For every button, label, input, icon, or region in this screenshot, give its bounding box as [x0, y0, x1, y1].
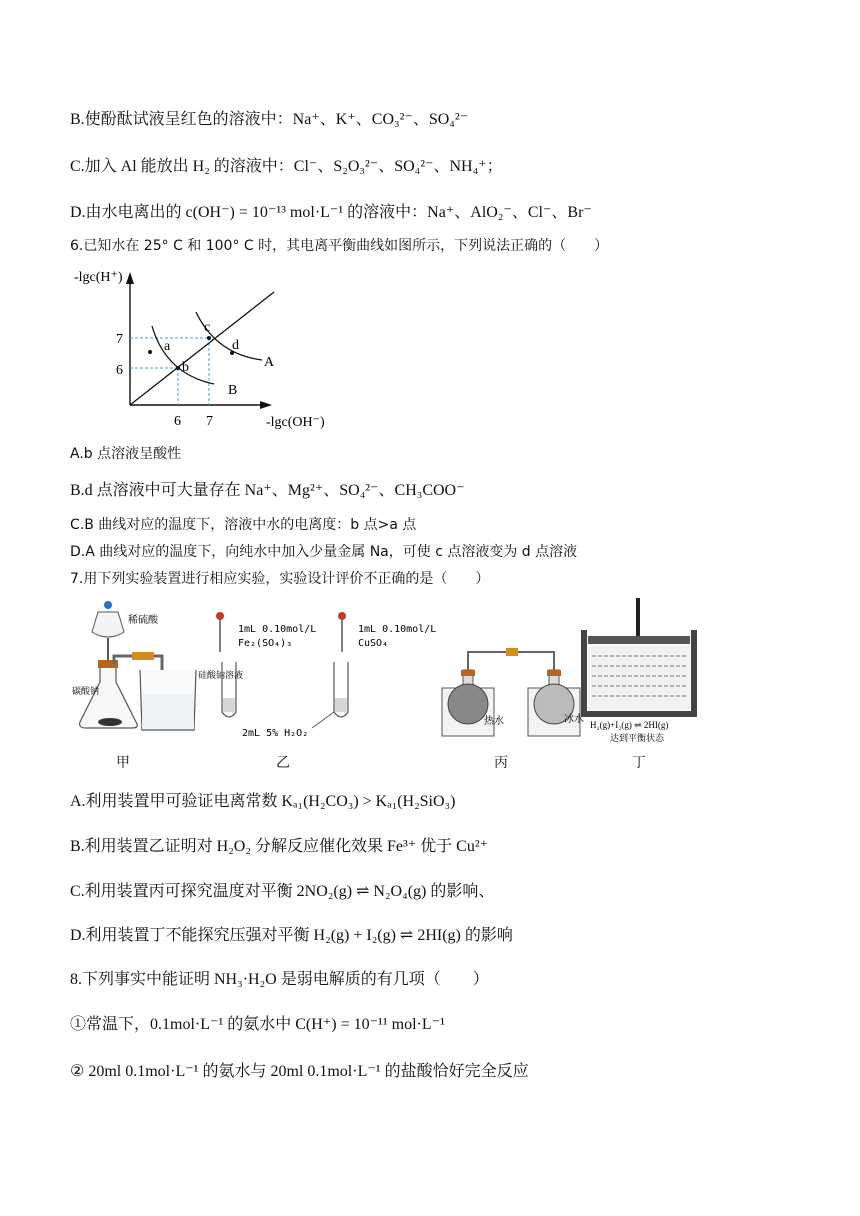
hot-water-label: 热水 [484, 716, 504, 727]
apparatus-jia [70, 598, 244, 748]
tube-label-pointer [312, 712, 334, 728]
apparatus-ding [582, 596, 712, 746]
q7-option-b: B.利用装置乙证明对 H₂O₂ 分解反应催化效果 Fe³⁺ 优于 Cu²⁺ [70, 838, 489, 855]
y-axis-arrow [126, 272, 134, 284]
q7-option-c: C.利用装置丙可探究温度对平衡 2NO₂(g) ⇌ N₂O₄(g) 的影响、 [70, 883, 495, 900]
x-axis-label: -lgc(OH⁻) [266, 415, 325, 430]
apparatus-bing [436, 626, 586, 746]
q7-option-a: A.利用装置甲可验证电离常数 Kₐ₁(H₂CO₃) > Kₐ₁(H₂SiO₃) [70, 793, 456, 810]
tube-clamp [506, 648, 518, 656]
beaker-liquid [142, 694, 194, 729]
left-flask [448, 684, 488, 724]
label-flask-solid: 碳酸钠 [72, 687, 100, 697]
left-dropper-label-2: Fe₂(SO₄)₃ [238, 638, 293, 649]
q6-option-d: D.A 曲线对应的温度下，向纯水中加入少量金属 Na，可使 c 点溶液变为 d 点溶液 [70, 544, 578, 560]
caption-ding: 丁 [632, 755, 646, 771]
q5-option-d: D.由水电离出的 c(OH⁻) = 10⁻¹³ mol·L⁻¹ 的溶液中：Na⁺、AlO₂⁻、Cl⁻、Br⁻ [70, 204, 592, 221]
point-c-dot [207, 336, 211, 340]
caption-jia: 甲 [116, 755, 130, 771]
left-dropper-label-1: 1mL 0.10mol/L [238, 624, 317, 635]
q7-option-d: D.利用装置丁不能探究压强对平衡 H₂(g) + I₂(g) ⇌ 2HI(g) 的影响 [70, 927, 513, 944]
flask-solid [98, 718, 122, 726]
q6-option-a: A.b 点溶液呈酸性 [70, 446, 182, 462]
right-tube-liquid [335, 698, 347, 712]
right-dropper-bulb [338, 612, 346, 620]
ice-water-label: 冰水 [564, 714, 584, 725]
ding-equation: H₂(g)+I₂(g) ⇌ 2HI(g) [590, 720, 669, 730]
q7-stem: 7.用下列实验装置进行相应实验，实验设计评价不正确的是（ ） [70, 571, 490, 587]
ding-state: 达到平衡状态 [610, 734, 665, 744]
q8-item-1: ①常温下，0.1mol·L⁻¹ 的氨水中 C(H⁺) = 10⁻¹¹ mol·L⁻¹ [70, 1016, 445, 1033]
point-a-label: a [164, 339, 171, 354]
right-flask-stopper [547, 670, 561, 676]
point-b-label: b [182, 360, 189, 375]
x-axis-arrow [260, 401, 272, 409]
q8-stem: 8.下列事实中能证明 NH₃·H₂O 是弱电解质的有几项（ ） [70, 971, 489, 988]
x-tick-7: 7 [206, 414, 213, 429]
q6-option-c: C.B 曲线对应的温度下，溶液中水的电离度：b 点>a 点 [70, 517, 417, 533]
y-tick-6: 6 [116, 363, 123, 378]
y-axis-label: -lgc(H⁺) [74, 270, 123, 285]
gas-mixture [588, 646, 690, 710]
neutral-line [130, 292, 274, 405]
q8-item-2: ② 20ml 0.1mol·L⁻¹ 的氨水与 20ml 0.1mol·L⁻¹ 的盐酸恰好完全反应 [70, 1063, 529, 1080]
funnel-body [92, 612, 124, 637]
apparatus-yi [212, 608, 437, 758]
right-dropper-label-2: CuSO₄ [358, 638, 389, 649]
left-flask-stopper [461, 670, 475, 676]
point-c-label: c [204, 320, 211, 335]
curve-b-label: B [228, 383, 238, 398]
label-dilute-acid: 稀硫酸 [128, 615, 158, 626]
point-b-dot [176, 366, 180, 370]
right-dropper-label-1: 1mL 0.10mol/L [358, 624, 437, 635]
curve-a-label: A [264, 355, 275, 370]
q6-option-b: B.d 点溶液中可大量存在 Na⁺、Mg²⁺、SO₄²⁻、CH₃COO⁻ [70, 482, 465, 499]
x-tick-6: 6 [174, 414, 181, 429]
left-dropper-bulb [216, 612, 224, 620]
q5-option-b: B.使酚酞试液呈红色的溶液中：Na⁺、K⁺、CO₃²⁻、SO₄²⁻ [70, 111, 469, 128]
point-d-label: d [232, 338, 239, 353]
caption-yi: 乙 [276, 755, 290, 771]
water-ionization-graph [66, 262, 346, 432]
caption-bing: 丙 [494, 755, 508, 771]
point-a-dot [148, 350, 152, 354]
left-tube-liquid [223, 698, 235, 712]
tube-connector [132, 652, 154, 660]
funnel-stopper [104, 601, 112, 609]
piston [588, 636, 690, 644]
y-tick-7: 7 [116, 332, 123, 347]
q5-option-c: C.加入 Al 能放出 H₂ 的溶液中：Cl⁻、S₂O₃²⁻、SO₄²⁻、NH₄⁺； [70, 158, 503, 175]
label-beaker-solution: 硅酸钠溶液 [198, 671, 244, 681]
q6-stem: 6.已知水在 25° C 和 100° C 时，其电离平衡曲线如图所示，下列说法正确的（ ） [70, 238, 609, 254]
h2o2-label: 2mL 5% H₂O₂ [242, 728, 309, 739]
